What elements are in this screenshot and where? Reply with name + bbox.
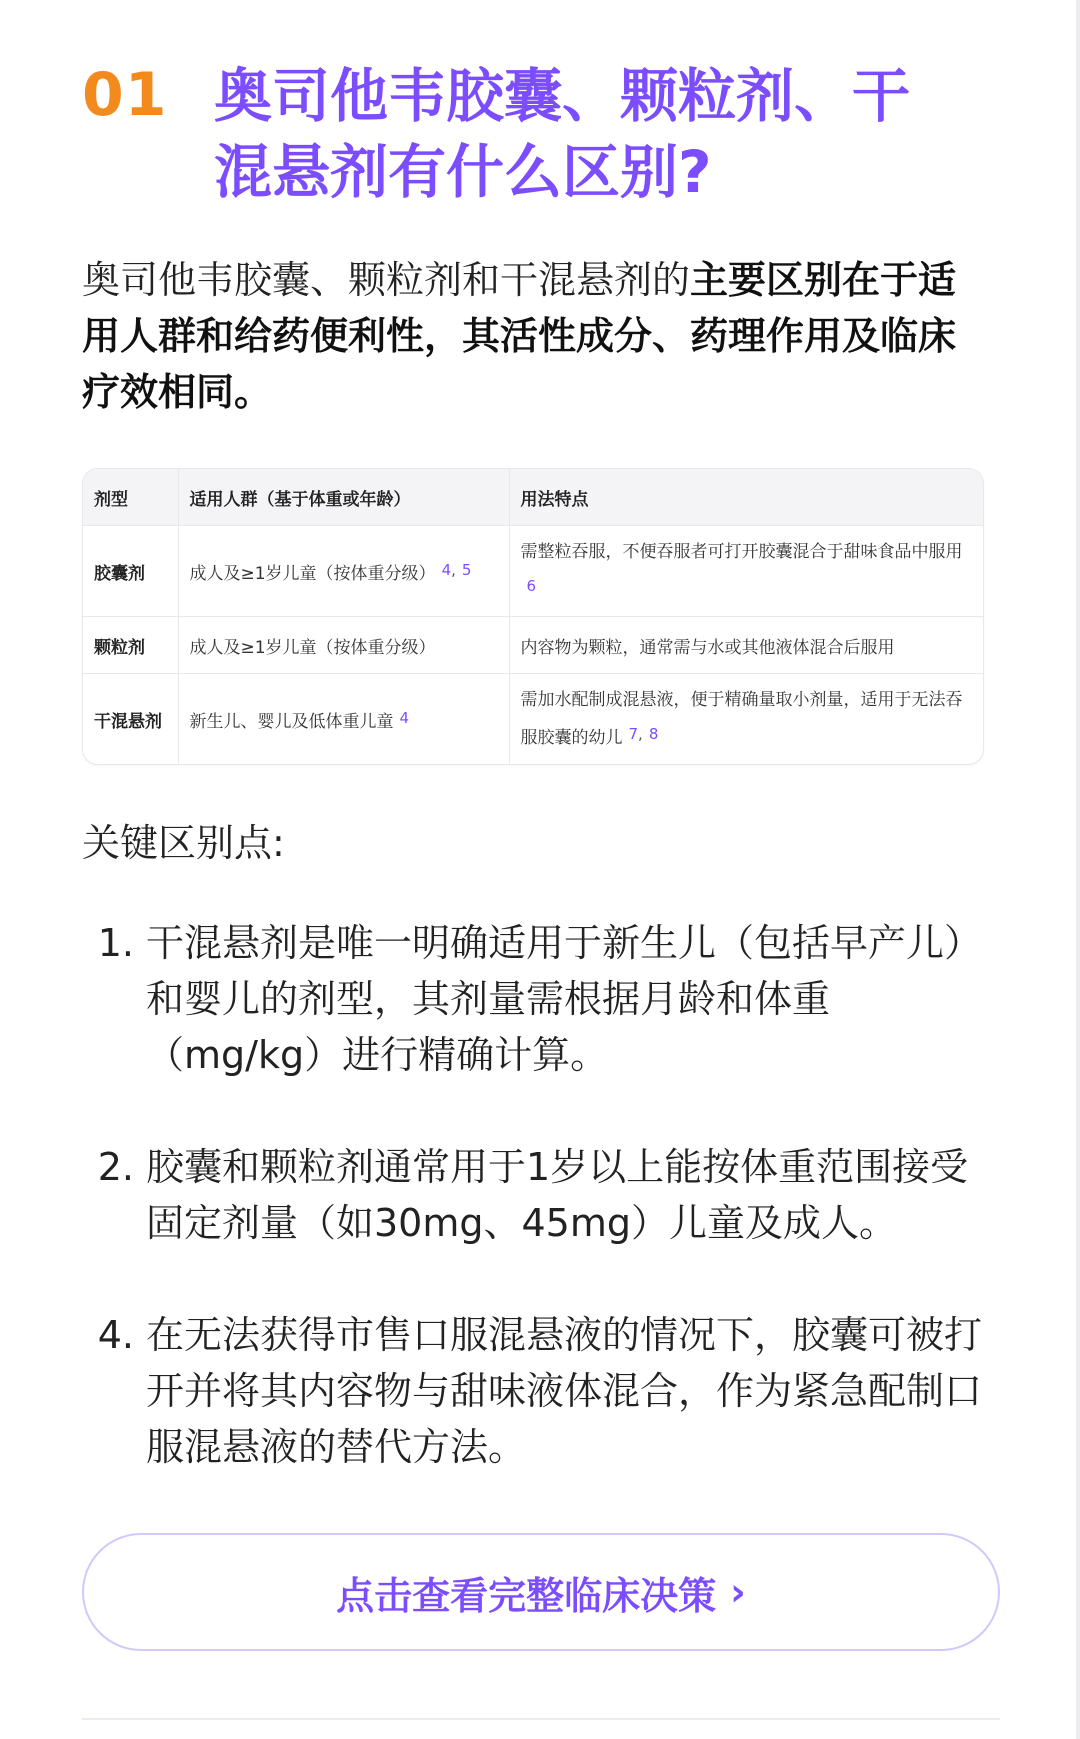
- reference-separator: ,: [451, 560, 456, 579]
- table-header-row: [83, 469, 983, 526]
- table-row: [83, 617, 983, 674]
- cell-type: 颗粒剂: [83, 617, 178, 674]
- reference-link[interactable]: 4: [399, 708, 410, 727]
- list-item-number: 4.: [97, 1313, 134, 1357]
- section-title: 奥司他韦胶囊、颗粒剂、干混悬剂有什么区别?: [214, 62, 911, 206]
- cell-usage: 内容物为颗粒，通常需与水或其他液体混合后服用: [509, 617, 983, 674]
- usage-text: 需加水配制成混悬液，便于精确量取小剂量，适用于无法吞服胶囊的幼儿: [520, 690, 963, 748]
- key-points-title: 关键区别点:: [82, 821, 285, 865]
- cell-usage: [509, 674, 983, 765]
- cta-label: 点击查看完整临床决策: [336, 1573, 717, 1618]
- cell-population: [178, 674, 509, 765]
- cell-population: 成人及≥1岁儿童（按体重分级）: [178, 617, 509, 674]
- header-type: 剂型: [83, 469, 178, 526]
- divider: [82, 1718, 1000, 1720]
- list-item-text: 干混悬剂是唯一明确适用于新生儿（包括早产儿）和婴儿的剂型，其剂量需根据月龄和体重（mg/kg）进行精确计算。: [146, 921, 983, 1077]
- table-row: [83, 674, 983, 765]
- view-full-decision-button[interactable]: [82, 1533, 1000, 1651]
- reference-separator: ,: [638, 725, 643, 743]
- population-text: 新生儿、婴儿及低体重儿童: [189, 711, 394, 732]
- usage-text: 需整粒吞服，不便吞服者可打开胶囊混合于甜味食品中服用: [520, 542, 963, 562]
- key-points-list: [82, 915, 998, 1475]
- list-item: [82, 1139, 998, 1251]
- list-item: [82, 1307, 998, 1475]
- reference-link[interactable]: 7: [628, 725, 639, 743]
- cell-population: [178, 526, 509, 617]
- comparison-table: [82, 468, 984, 765]
- summary-paragraph: [82, 252, 962, 420]
- list-item: [82, 915, 998, 1083]
- reference-link[interactable]: 4: [441, 560, 452, 579]
- reference-link[interactable]: 6: [526, 577, 537, 595]
- section-number: 01: [82, 60, 168, 130]
- header-usage: 用法特点: [509, 469, 983, 526]
- reference-link[interactable]: 8: [648, 725, 659, 743]
- reference-link[interactable]: 5: [461, 560, 472, 579]
- list-item-text: 胶囊和颗粒剂通常用于1岁以上能按体重范围接受固定剂量（如30mg、45mg）儿童及成人。: [146, 1145, 969, 1245]
- summary-bold: 主要区别在于适用人群和给药便利性，其活性成分、药理作用及临床疗效相同。: [82, 258, 957, 414]
- scroll-edge: [1076, 0, 1080, 1739]
- population-text: 成人及≥1岁儿童（按体重分级）: [189, 563, 436, 584]
- summary-plain: 奥司他韦胶囊、颗粒剂和干混悬剂的: [82, 258, 691, 302]
- chevron-right-icon: ›: [730, 1570, 746, 1614]
- section-heading: [82, 0, 998, 210]
- cell-type: 胶囊剂: [83, 526, 178, 617]
- table-row: [83, 526, 983, 617]
- cell-type: 干混悬剂: [83, 674, 178, 765]
- list-item-number: 1.: [97, 921, 134, 965]
- list-item-number: 2.: [97, 1145, 134, 1189]
- list-item-text: 在无法获得市售口服混悬液的情况下，胶囊可被打开并将其内容物与甜味液体混合，作为紧急配制口服混悬液的替代方法。: [146, 1313, 983, 1469]
- cell-usage: [509, 526, 983, 617]
- header-population: 适用人群（基于体重或年龄）: [178, 469, 509, 526]
